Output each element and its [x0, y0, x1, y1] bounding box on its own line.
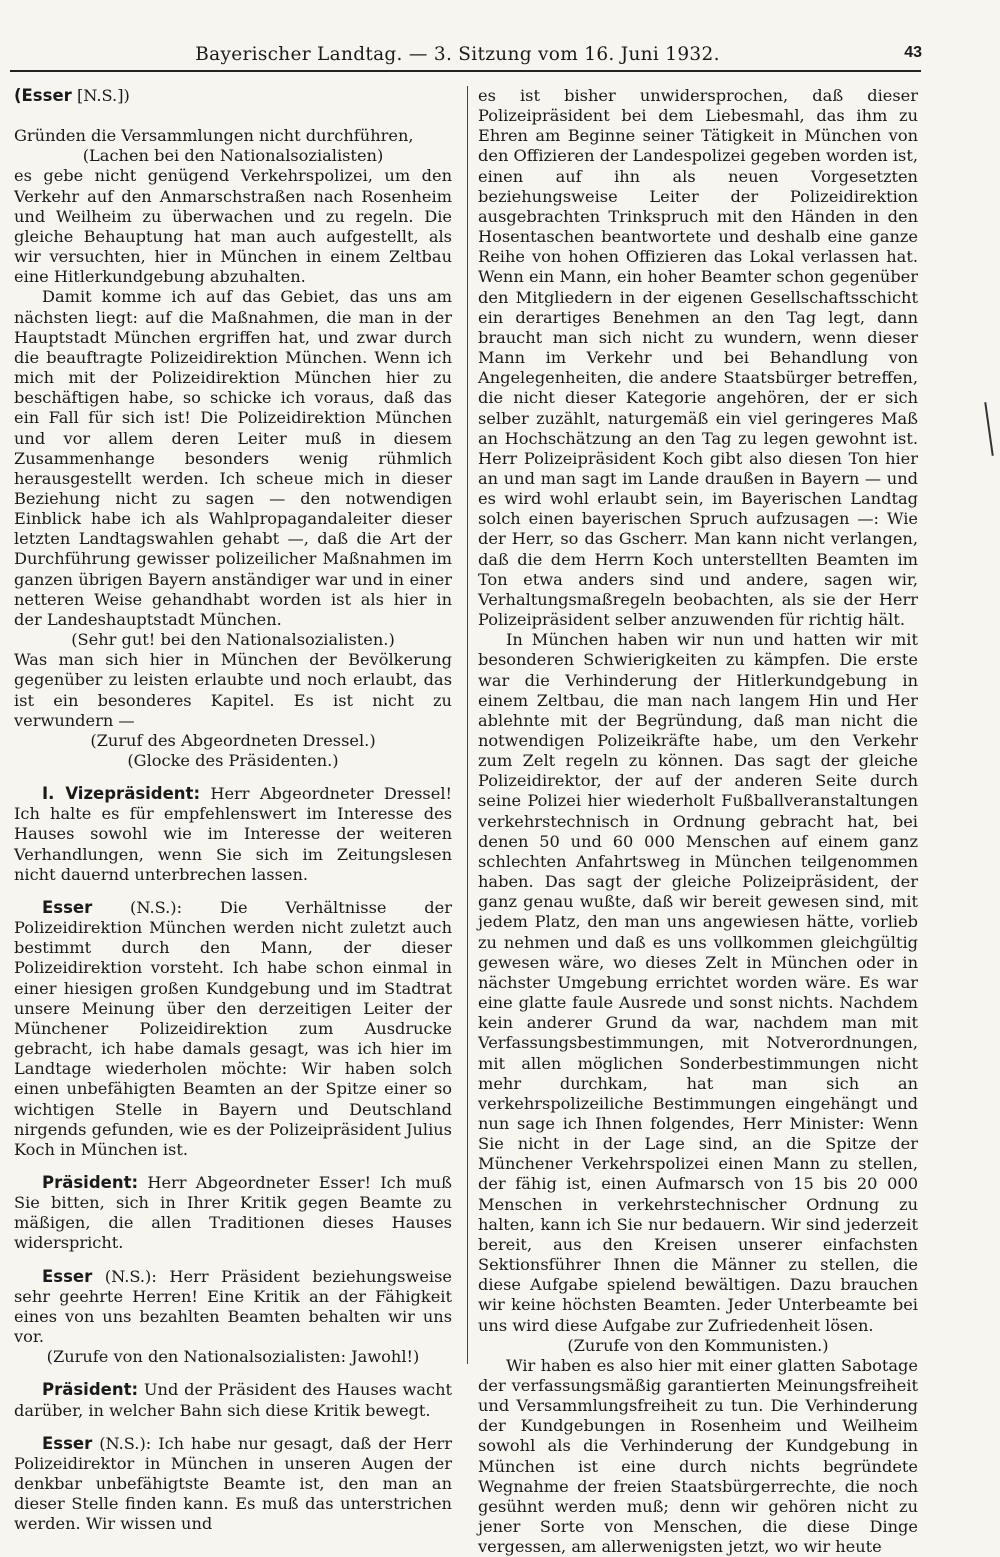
- interjection: (Zurufe von den Kommunisten.): [567, 1335, 829, 1355]
- speech-text: Ich habe nur gesagt, daß der Herr Polizeidirektor in München in unseren Augen der denkbar unbefähigtste Beamte ist, den man an dieser Stelle finden kann. Es muß das unterstrichen werden. Wir wissen und: [14, 1433, 452, 1534]
- page-number: 43: [904, 44, 922, 61]
- speech: [14, 1434, 452, 1535]
- speech-text: Herr Abgeordneter Dressel! Ich halte es für empfehlenswert im Interesse des Hauses sowohl wie im Interesse der weiteren Verhandlungen, wenn Sie sich im Zeitungslesen nicht dauernd unterbrechen lassen.: [14, 784, 453, 884]
- interjection: (Zuruf des Abgeordneten Dressel.): [90, 730, 376, 750]
- speaker-name: I. Vizepräsident:: [42, 784, 201, 804]
- speech-text: Herr Präsident beziehungsweise sehr geehrte Herren! Eine Kritik an der Fähigkeit eines von uns bezahlten Beamten behalten wir uns vor.: [14, 1266, 452, 1347]
- paragraph: es gebe nicht genügend Verkehrspolizei, um den Verkehr auf den Anmarschstraßen nach Rosenheim und Weilheim zu überwachen und zu regeln. Die gleiche Behauptung hat man auch aufgestellt, als wir versuchten, hier in München in einem Zeltbau eine Hitlerkundgebung abzuhalten.: [14, 166, 452, 287]
- speaker-party: (N.S.):: [92, 1266, 157, 1286]
- header-title: Bayerischer Landtag. — 3. Sitzung vom 16. Juni 1932.: [195, 44, 720, 65]
- column-divider: [467, 86, 468, 1364]
- header-rule: [10, 70, 921, 72]
- speaker-party: (N.S.):: [92, 897, 183, 917]
- interjection: (Zurufe von den Nationalsozialisten: Jawohl!): [46, 1347, 420, 1367]
- running-header: [0, 40, 1000, 70]
- speaker-name: Präsident:: [42, 1380, 139, 1400]
- margin-mark: [984, 402, 993, 456]
- speech: [14, 1380, 452, 1420]
- continued-speaker: [14, 86, 452, 106]
- left-column: [14, 86, 452, 1534]
- speaker-name: Esser: [42, 1433, 93, 1453]
- speech: [14, 898, 452, 1160]
- paragraph: es ist bisher unwidersprochen, daß dieser Polizeipräsident bei dem Liebesmahl, das ihm zu Ehren am Beginne seiner Tätigkeit in München von den Offizieren der Landespolizei gegeben worden ist, einen auf ihn als neuen Vorgesetzten beziehungsweise Leiter der Polizeidirektion ausgebrachten Trinkspruch mit den Händen in den Hosentaschen beantwortete und deshalb eine ganze Reihe von hohen Offizieren das Lokal verlassen hat. Wenn ein Mann, ein hoher Beamter schon gegenüber den Mitgliedern in der eigenen Gesellschaftsschicht ein derartiges Benehmen an den Tag legt, dann braucht man sich nicht zu wundern, wenn dieser Mann im Verkehr und bei Behandlung von Angelegenheiten, die andere Staatsbürger betreffen, die nicht dieser Kategorie angehören, der er sich selber zuzählt, naturgemäß ein viel geringeres Maß an Hochschätzung an den Tag zu legen gewohnt ist. Herr Polizeipräsident Koch gibt also diesen Ton hier an und man sagt im Lande draußen in Bayern — und es wird wohl erlaubt sein, im Bayerischen Landtag solch einen bayerischen Spruch aufzusagen —: Wie der Herr, so das Gscherr. Man kann nicht verlangen, daß die dem Herrn Koch unterstellten Beamten im Ton etwa anders sind und andere, sagen wir, Verhaltungsmaßregeln beobachten, als sie der Herr Polizeipräsident selber anzuwenden für richtig hält.: [478, 86, 918, 630]
- speech: [14, 784, 452, 885]
- paragraph: Wir haben es also hier mit einer glatten Sabotage der verfassungsmäßig garantierten Meinungsfreiheit und Versammlungsfreiheit zu tun. Die Verhinderung der Kundgebungen in Rosenheim und Weilheim sowohl als die Verhinderung der Kundgebung in München ist eine durch nichts begründete Wegnahme der freien Staatsbürgerrechte, die noch gesühnt werden muß; denn wir gehören nicht zu jener Sorte von Menschen, die diese Dinge vergessen, am allerwenigsten jetzt, wo wir heute: [478, 1355, 918, 1557]
- speaker-name: Esser: [42, 897, 93, 917]
- speaker-party: (N.S.):: [92, 1433, 152, 1453]
- speech-text: Die Verhältnisse der Polizeidirektion München werden nicht zuletzt auch bestimmt durch den Mann, der dieser Polizeidirektion vorsteht. Ich habe schon einmal in einer hiesigen großen Kundgebung und im Stadtrat unsere Meinung über den derzeitigen Leiter der Münchener Polizeidirektion zum Ausdrucke gebracht, ich habe damals gesagt, was ich hier im Landtage wiederholen möchte: Wir haben solch einen unbefähigten Beamten an der Spitze einer so wichtigen Stelle in Bayern und Deutschland nirgends gefunden, wie es der Polizeipräsident Julius Koch in München ist.: [14, 897, 452, 1159]
- speaker-name: Esser: [42, 1266, 93, 1286]
- speech: [14, 1267, 452, 1348]
- speech-text: Und der Präsident des Hauses wacht darüber, in welcher Bahn sich diese Kritik bewegt.: [14, 1380, 452, 1420]
- speaker-name: (Esser: [14, 86, 72, 105]
- paragraph: In München haben wir nun und hatten wir mit besonderen Schwierigkeiten zu kämpfen. Die erste war die Verhinderung der Hitlerkundgebung in einem Zeltbau, die man nach langem Hin und Her ablehnte mit der Begründung, daß man nicht die notwendigen Polizeikräfte habe, um den Verkehr zum Zelt regeln zu können. Das sagt der gleiche Polizeidirektor, der auf der anderen Seite durch seine Polizei hier wiederholt Fußballveranstaltungen verkehrstechnisch in Ordnung gebracht hat, bei denen 50 und 60 000 Menschen auf einem ganz schlechten Anfahrtsweg in München teilgenommen haben. Das sagt der gleiche Polizeipräsident, der ganz genau wußte, daß wir bereit gewesen sind, mit jedem Platz, den man uns angewiesen hätte, vorlieb zu nehmen und daß es uns vollkommen gleichgültig gewesen wäre, wo dieses Zelt in München oder in nächster Umgebung errichtet worden wäre. Es war eine glatte faule Ausrede und sonst nichts. Nachdem kein anderer Grund da war, nachdem man mit Verfassungsbestimmungen, mit Notverordnungen, mit allen möglichen Sonderbestimmungen nicht mehr durchkam, hat man sich an verkehrspolizeiliche Bestimmungen eingehängt und nun sage ich Ihnen folgendes, Herr Minister: Wenn Sie nicht in der Lage sind, an die Spitze der Münchener Verkehrspolizei einen Mann zu stellen, der fähig ist, einen Aufmarsch von 15 bis 20 000 Menschen in verkehrstechnischer Ordnung zu halten, kann ich Sie nur bedauern. Wir sind jederzeit bereit, aus den Kreisen unserer einfachsten Sektionsführer Ihnen die Männer zu stellen, die diese Aufgabe spielend bewältigen. Dazu brauchen wir keine höchsten Beamten. Jeder Unterbeamte bei uns wird diese Aufgabe zur Zufriedenheit lösen.: [478, 630, 918, 1335]
- speaker-name: Präsident:: [42, 1172, 139, 1192]
- interjection: (Glocke des Präsidenten.): [127, 751, 339, 770]
- interjection: (Lachen bei den Nationalsozialisten): [82, 146, 384, 166]
- paragraph: Gründen die Versammlungen nicht durchführen,: [14, 126, 414, 146]
- speech-text: Herr Abgeordneter Esser! Ich muß Sie bitten, sich in Ihrer Kritik gegen Beamte zu mäßigen, die allen Traditionen dieses Hauses widerspricht.: [14, 1172, 452, 1253]
- speech: [14, 1173, 452, 1254]
- right-column: [478, 86, 918, 1557]
- paragraph: Was man sich hier in München der Bevölkerung gegenüber zu leisten erlaubte und noch erlaubt, das ist ein besonderes Kapitel. Es ist nicht zu verwundern —: [14, 650, 452, 730]
- paragraph: Damit komme ich auf das Gebiet, das uns am nächsten liegt: auf die Maßnahmen, die man in der Hauptstadt München ergriffen hat, und zwar durch die beauftragte Polizeidirektion München. Wenn ich mich mit der Polizeidirektion München hier zu beschäftigen habe, so schicke ich voraus, daß das ein Fall für sich ist! Die Polizeidirektion München und vor allem deren Leiter muß in diesem Zusammenhange besonders wenig rühmlich herausgestellt werden. Ich scheue mich in dieser Beziehung nicht zu sagen — den notwendigen Einblick habe ich als Wahlpropagandaleiter dieser letzten Landtagswahlen gehabt —, daß die Art der Durchführung gewisser polizeilicher Maßnahmen im ganzen übrigen Bayern anständiger war und in einer netteren Weise gehandhabt worden ist als hier in der Landeshauptstadt München.: [14, 287, 452, 629]
- speaker-party: [N.S.]): [76, 86, 130, 105]
- interjection: (Sehr gut! bei den Nationalsozialisten.): [71, 630, 395, 650]
